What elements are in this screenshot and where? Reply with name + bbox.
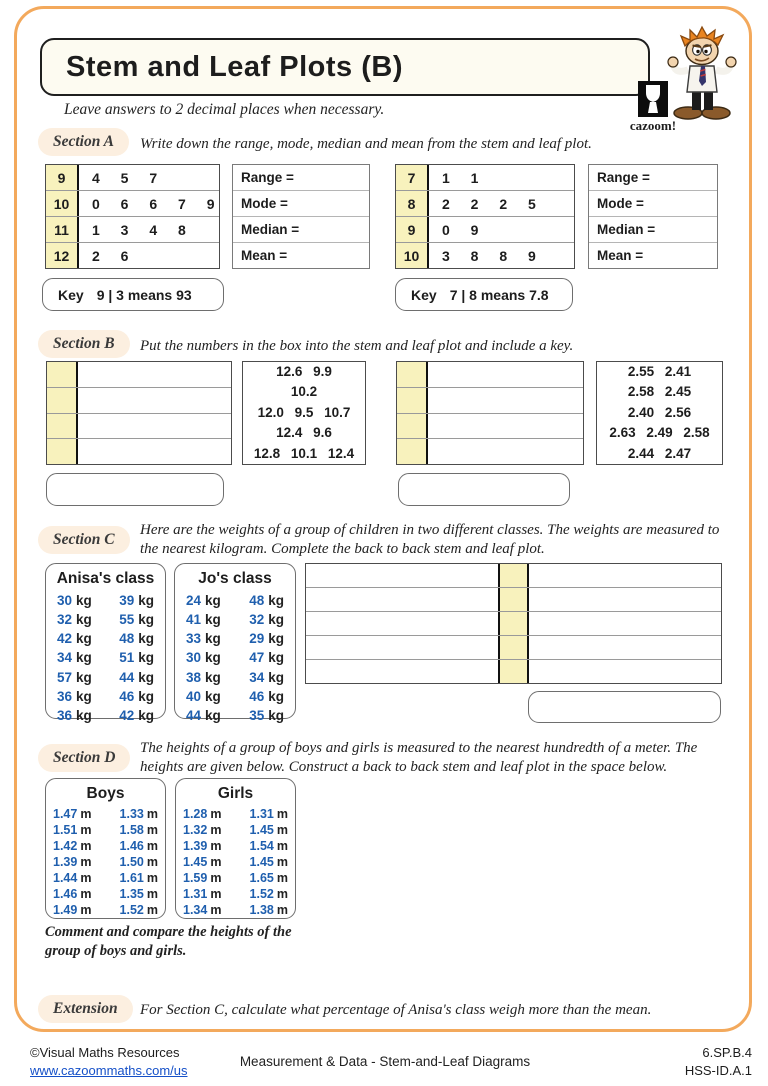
data-row: 1.49 m 1.52 m bbox=[53, 903, 158, 917]
data-row: 57 kg 44 kg bbox=[57, 669, 154, 685]
numbers-line: 12.0 9.5 10.7 bbox=[257, 404, 351, 420]
blank-leaf-cell bbox=[428, 439, 583, 464]
comment-prompt: Comment and compare the heights of the group of boys and girls. bbox=[45, 924, 292, 959]
numbers-line: 12.4 9.6 bbox=[276, 425, 332, 441]
blank-plot-row bbox=[397, 388, 583, 414]
data-row: 1.47 m 1.33 m bbox=[53, 807, 158, 821]
blank-leaf-cell bbox=[428, 362, 583, 387]
page-title: Stem and Leaf Plots (B) bbox=[66, 51, 403, 83]
anisa-class-title: Anisa's class bbox=[56, 570, 155, 587]
section-b-label: Section B bbox=[38, 330, 130, 358]
median-answer-field: Median = bbox=[233, 217, 369, 243]
leaf-values: 2 6 bbox=[92, 247, 129, 264]
blank-key-box-b1 bbox=[46, 473, 224, 506]
stem-value: 7 bbox=[396, 165, 429, 190]
data-row: 1.28 m 1.31 m bbox=[183, 807, 288, 821]
footer-standards bbox=[640, 1044, 752, 1079]
section-a-instruction: Write down the range, mode, median and mean from the stem and leaf plot. bbox=[140, 136, 592, 152]
stem-value: 9 bbox=[396, 217, 429, 242]
blank-stem-cell bbox=[397, 439, 428, 464]
standard-code-1: 6.SP.B.4 bbox=[702, 1045, 752, 1060]
leaf-values: 0 6 6 7 9 bbox=[92, 195, 215, 212]
leaf-values: 1 3 4 8 bbox=[92, 221, 186, 238]
data-row: 1.31 m 1.52 m bbox=[183, 887, 288, 901]
blank-stem-leaf-plot-b2 bbox=[396, 361, 584, 465]
cazoommaths-link[interactable]: www.cazoommaths.com/us bbox=[30, 1062, 188, 1078]
data-row: 40 kg 46 kg bbox=[186, 688, 284, 704]
data-row: 1.45 m 1.45 m bbox=[183, 855, 288, 869]
data-row: 30 kg 47 kg bbox=[186, 650, 284, 666]
numbers-line: 2.44 2.47 bbox=[627, 445, 692, 461]
section-d-instruction: The heights of a group of boys and girls is measured to the nearest hundredth of a meter. The heights are given below. Construct a back to back stem and leaf plot in the space below. bbox=[140, 740, 698, 775]
worksheet-note: Leave answers to 2 decimal places when necessary. bbox=[64, 101, 385, 118]
plot-row bbox=[46, 165, 219, 191]
data-row: 24 kg 48 kg bbox=[186, 593, 284, 608]
mean-answer-field: Mean = bbox=[241, 248, 288, 263]
mean-answer-field: Mean = bbox=[597, 248, 644, 263]
stem-leaf-plot-a1 bbox=[45, 164, 220, 269]
data-row: 1.44 m 1.61 m bbox=[53, 871, 158, 885]
blank-plot-row bbox=[306, 612, 721, 636]
key-label: Key bbox=[411, 286, 437, 303]
blank-leaf-cell bbox=[78, 414, 231, 439]
blank-stem-cell bbox=[47, 414, 78, 439]
data-row: 32 kg 55 kg bbox=[57, 612, 154, 628]
leaf-values: 4 5 7 bbox=[92, 169, 158, 186]
data-row: 41 kg 32 kg bbox=[186, 612, 284, 628]
stem-value: 12 bbox=[46, 243, 79, 268]
range-answer-field: Range = bbox=[589, 165, 717, 191]
data-row: 1.32 m 1.45 m bbox=[183, 823, 288, 837]
blank-stem-cell bbox=[397, 414, 428, 439]
plot-row bbox=[396, 191, 574, 217]
data-row: 30 kg 39 kg bbox=[57, 593, 154, 608]
leaf-values: 0 9 bbox=[442, 221, 479, 238]
blank-stem-cell bbox=[397, 388, 428, 413]
plot-row bbox=[396, 217, 574, 243]
footer-left bbox=[30, 1044, 188, 1079]
section-a-label: Section A bbox=[38, 128, 129, 156]
blank-stem-leaf-plot-b1 bbox=[46, 361, 232, 465]
leaf-values: 2 2 2 5 bbox=[442, 195, 536, 212]
section-c-label: Section C bbox=[38, 526, 130, 554]
data-row: 36 kg 46 kg bbox=[57, 688, 154, 704]
stem-value: 8 bbox=[396, 191, 429, 216]
blank-stem-cell bbox=[498, 660, 529, 683]
blank-stem-cell bbox=[47, 362, 78, 387]
section-d-label: Section D bbox=[38, 744, 130, 772]
stem-leaf-plot-a2 bbox=[395, 164, 575, 269]
blank-plot-row bbox=[47, 362, 231, 388]
data-row: 1.42 m 1.46 m bbox=[53, 839, 158, 853]
blank-plot-row bbox=[47, 388, 231, 414]
plot-row bbox=[46, 217, 219, 243]
data-row: 33 kg 29 kg bbox=[186, 631, 284, 647]
footer-topic: Measurement & Data - Stem-and-Leaf Diagrams bbox=[239, 1054, 531, 1069]
blank-stem-cell bbox=[498, 588, 529, 611]
blank-leaf-cell bbox=[78, 439, 231, 464]
key-text: 9 | 3 means 93 bbox=[96, 286, 192, 303]
leaf-values: 1 1 bbox=[442, 169, 479, 186]
jo-class-box bbox=[174, 563, 296, 723]
stem-value: 9 bbox=[46, 165, 79, 190]
blank-stem-cell bbox=[498, 564, 529, 587]
stem-value: 11 bbox=[46, 217, 79, 242]
blank-key-box-c bbox=[528, 691, 721, 723]
blank-stem-cell bbox=[47, 388, 78, 413]
blank-leaf-cell bbox=[78, 388, 231, 413]
numbers-line: 12.8 10.1 12.4 bbox=[253, 445, 355, 461]
plot-row bbox=[396, 165, 574, 191]
answers-box-a1 bbox=[232, 164, 370, 269]
numbers-box-b2 bbox=[596, 361, 723, 465]
cazoom-logo-text: cazoom! bbox=[629, 118, 677, 133]
data-row: 44 kg 35 kg bbox=[186, 707, 284, 723]
key-label: Key bbox=[58, 286, 84, 303]
girls-title: Girls bbox=[217, 785, 254, 802]
blank-plot-row bbox=[47, 414, 231, 440]
data-row: 1.34 m 1.38 m bbox=[183, 903, 288, 917]
data-row: 34 kg 51 kg bbox=[57, 650, 154, 666]
data-row: 36 kg 42 kg bbox=[57, 707, 154, 723]
plot-row bbox=[46, 191, 219, 217]
data-row: 1.39 m 1.54 m bbox=[183, 839, 288, 853]
stem-value: 10 bbox=[396, 243, 429, 268]
plot-row bbox=[46, 243, 219, 268]
blank-plot-row bbox=[306, 636, 721, 660]
anisa-class-box bbox=[45, 563, 166, 723]
data-row: 1.59 m 1.65 m bbox=[183, 871, 288, 885]
blank-stem-cell bbox=[397, 362, 428, 387]
stem-value: 10 bbox=[46, 191, 79, 216]
extension-instruction: For Section C, calculate what percentage of Anisa's class weigh more than the mean. bbox=[140, 1002, 652, 1018]
numbers-line: 2.63 2.49 2.58 bbox=[609, 425, 710, 441]
blank-leaf-cell bbox=[428, 414, 583, 439]
numbers-line: 2.40 2.56 bbox=[627, 404, 692, 420]
data-row: 1.46 m 1.35 m bbox=[53, 887, 158, 901]
data-row: 42 kg 48 kg bbox=[57, 631, 154, 647]
blank-leaf-cell bbox=[78, 362, 231, 387]
section-c-instruction: Here are the weights of a group of children in two different classes. The weights are measured to the nearest kilogram. Complete the back to back stem and leaf plot. bbox=[140, 522, 720, 557]
plot-row bbox=[396, 243, 574, 268]
blank-plot-row bbox=[306, 588, 721, 612]
girls-box bbox=[175, 778, 296, 919]
key-box-a2 bbox=[395, 278, 573, 311]
boys-box bbox=[45, 778, 166, 919]
blank-stem-cell bbox=[47, 439, 78, 464]
blank-plot-row bbox=[397, 414, 583, 440]
mascot-character-icon bbox=[654, 24, 750, 125]
median-answer-field: Median = bbox=[589, 217, 717, 243]
range-answer-field: Range = bbox=[233, 165, 369, 191]
boys-title: Boys bbox=[86, 785, 125, 802]
key-box-a1 bbox=[42, 278, 224, 311]
numbers-line: 12.6 9.9 bbox=[276, 363, 332, 379]
blank-plot-row bbox=[397, 362, 583, 388]
numbers-line: 2.55 2.41 bbox=[627, 363, 692, 379]
blank-key-box-b2 bbox=[398, 473, 570, 506]
blank-plot-row bbox=[306, 660, 721, 683]
leaf-values: 3 8 8 9 bbox=[442, 247, 536, 264]
blank-plot-row bbox=[306, 564, 721, 588]
blank-plot-row bbox=[397, 439, 583, 464]
jo-class-title: Jo's class bbox=[198, 570, 272, 587]
numbers-line: 10.2 bbox=[290, 384, 318, 400]
mode-answer-field: Mode = bbox=[589, 191, 717, 217]
section-b-instruction: Put the numbers in the box into the stem and leaf plot and include a key. bbox=[140, 338, 574, 354]
data-row: 1.51 m 1.58 m bbox=[53, 823, 158, 837]
blank-stem-cell bbox=[498, 612, 529, 635]
standard-code-2: HSS-ID.A.1 bbox=[684, 1062, 752, 1078]
answers-box-a2 bbox=[588, 164, 718, 269]
numbers-line: 2.58 2.45 bbox=[627, 384, 692, 400]
copyright-text: ©Visual Maths Resources bbox=[30, 1045, 180, 1060]
numbers-box-b1 bbox=[242, 361, 366, 465]
blank-stem-cell bbox=[498, 636, 529, 659]
data-row: 38 kg 34 kg bbox=[186, 669, 284, 685]
blank-plot-row bbox=[47, 439, 231, 464]
blank-leaf-cell bbox=[428, 388, 583, 413]
data-row: 1.39 m 1.50 m bbox=[53, 855, 158, 869]
back-to-back-plot bbox=[305, 563, 722, 684]
key-text: 7 | 8 means 7.8 bbox=[449, 286, 549, 303]
extension-label: Extension bbox=[38, 995, 133, 1023]
mode-answer-field: Mode = bbox=[233, 191, 369, 217]
